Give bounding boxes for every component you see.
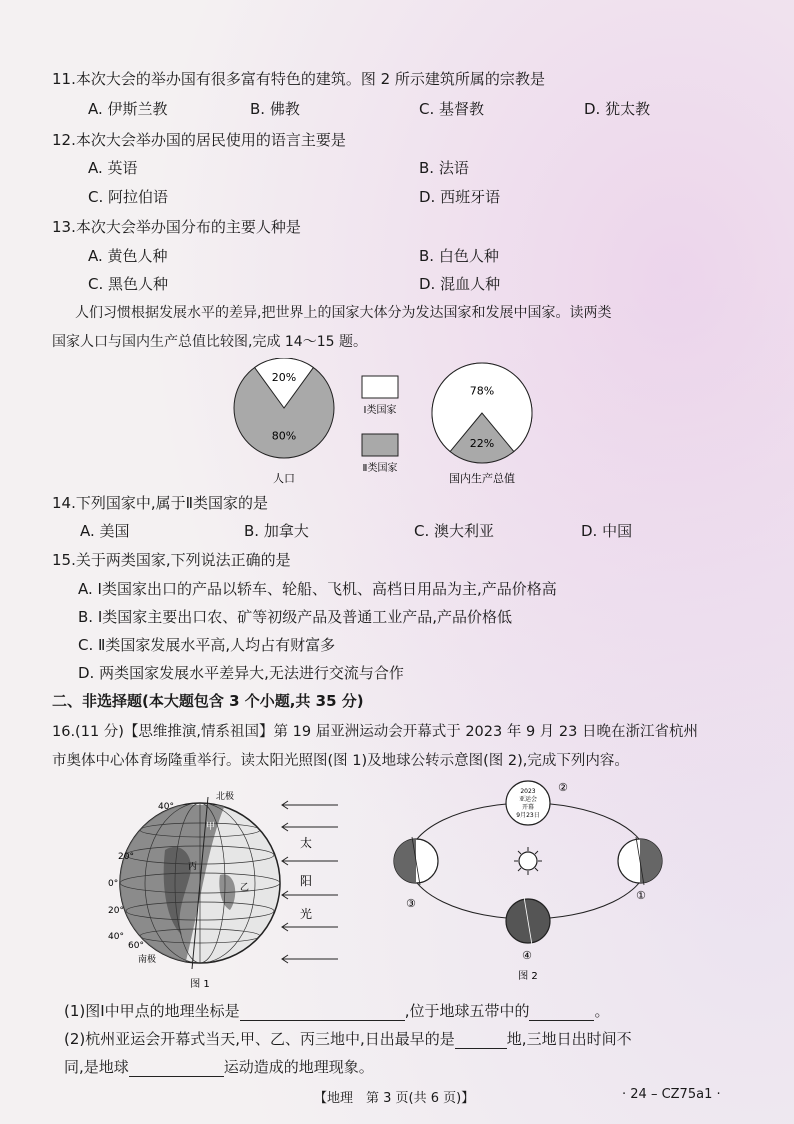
q16-sub2-text-b: 地,三地日出时间不: [506, 1030, 632, 1048]
section-2-heading: 二、非选择题(本大题包含 3 个小题,共 35 分): [52, 692, 364, 710]
calendar-line-2: 亚运会: [518, 796, 538, 803]
intro-line-1: 人们习惯根据发展水平的差异,把世界上的国家大体分为发达国家和发展中国家。读两类: [75, 305, 612, 321]
q15-stem: 15.关于两类国家,下列说法正确的是: [52, 551, 291, 569]
pie-population: [234, 358, 334, 458]
answer-blank-earliest[interactable]: [455, 1034, 507, 1049]
q16-sub1: [64, 1000, 609, 1021]
q11-option-b: B. 佛教: [250, 100, 300, 118]
legend-swatch-type2: [362, 434, 398, 456]
q15-option-b: B. Ⅰ类国家主要出口农、矿等初级产品及普通工业产品,产品价格低: [78, 608, 513, 626]
earth-position-1: [618, 837, 662, 885]
sunlight-char-2: 阳: [300, 874, 313, 888]
q14-option-c: C. 澳大利亚: [414, 522, 495, 540]
q13-stem: 13.本次大会举办国分布的主要人种是: [52, 218, 301, 236]
figure-2-caption: 图 2: [518, 971, 538, 982]
figure-1-sunlight-globe: [100, 785, 345, 995]
earth-position-4: [506, 897, 550, 945]
q12-stem: 12.本次大会举办国的居民使用的语言主要是: [52, 131, 346, 149]
sunlight-char-1: 太: [300, 836, 313, 850]
sunlight-char-3: 光: [300, 907, 313, 921]
figure-2-earth-revolution: [390, 775, 680, 985]
pie-label-type1: 78%: [469, 384, 495, 398]
q14-stem: 14.下列国家中,属于Ⅱ类国家的是: [52, 494, 269, 512]
q13-option-a: A. 黄色人种: [88, 247, 168, 265]
north-pole-label: 北极: [216, 792, 235, 802]
legend-swatch-type1: [362, 376, 398, 398]
q16-sub1-text-b: ,位于地球五带中的: [404, 1002, 530, 1020]
q11-option-a: A. 伊斯兰教: [88, 100, 168, 118]
pie-chart-figure: [220, 358, 570, 488]
q13-option-b: B. 白色人种: [419, 247, 499, 265]
answer-blank-zone[interactable]: [529, 1006, 594, 1021]
q14-option-a: A. 美国: [80, 522, 130, 540]
q16-sub2-text-a: (2)杭州亚运会开幕式当天,甲、乙、丙三地中,日出最早的是: [64, 1030, 455, 1048]
earth-position-2: [506, 781, 550, 825]
calendar-line-1: 2023: [520, 788, 536, 795]
q11-option-c: C. 基督教: [419, 100, 485, 118]
q13-option-d: D. 混血人种: [419, 275, 501, 293]
q12-option-c: C. 阿拉伯语: [88, 188, 169, 206]
q12-option-a: A. 英语: [88, 159, 138, 177]
pie-gdp: [432, 363, 532, 463]
lat-label-2: 20°: [118, 852, 134, 862]
position-label-2: ②: [558, 781, 568, 794]
lat-label-3: 0°: [108, 879, 119, 889]
page-footer-center: 【地理 第 3 页(共 6 页)】: [314, 1091, 475, 1106]
sun-icon: [514, 847, 542, 875]
q16-line-2: 市奥体中心体育场隆重举行。读太阳光照图(图 1)及地球公转示意图(图 2),完成下列内容。: [52, 753, 629, 769]
q16-sub2: [64, 1028, 632, 1049]
lat-label-5: 40°: [108, 932, 124, 942]
pie-label-type2: 80%: [271, 429, 297, 443]
figure-1-caption: 图 1: [190, 979, 210, 990]
q14-option-b: B. 加拿大: [244, 522, 309, 540]
legend-label-type1: Ⅰ类国家: [363, 405, 397, 416]
position-label-4: ④: [522, 949, 532, 962]
lat-label-6: 60°: [128, 941, 144, 951]
q15-option-a: A. Ⅰ类国家出口的产品以轿车、轮船、飞机、高档日用品为主,产品价格高: [78, 580, 557, 598]
q16-sub2-cont: [64, 1056, 374, 1077]
answer-blank-coordinates[interactable]: [240, 1006, 405, 1021]
q16-sub2-text-c: 同,是地球: [64, 1058, 129, 1076]
q16-line-1: 16.(11 分)【思维推演,情系祖国】第 19 届亚洲运动会开幕式于 2023 年 9 月 23 日晚在浙江省杭州: [52, 724, 698, 740]
q12-option-d: D. 西班牙语: [419, 188, 501, 206]
q16-sub1-text-a: (1)图Ⅰ中甲点的地理坐标是: [64, 1002, 240, 1020]
lat-label-4: 20°: [108, 906, 124, 916]
place-label-bing: 丙: [188, 862, 198, 872]
legend: [362, 376, 398, 474]
earth-position-3: [394, 837, 438, 885]
q11-stem: 11.本次大会的举办国有很多富有特色的建筑。图 2 所示建筑所属的宗教是: [52, 70, 545, 88]
south-pole-label: 南极: [138, 955, 157, 965]
pie-population-label: 人口: [273, 472, 295, 485]
q15-option-d: D. 两类国家发展水平差异大,无法进行交流与合作: [78, 664, 404, 682]
page-footer-code: · 24 – CZ75a1 ·: [622, 1087, 721, 1102]
pie-gdp-label: 国内生产总值: [449, 472, 515, 485]
calendar-line-4: 9月23日: [516, 812, 540, 819]
pie-label-type2: 22%: [469, 437, 495, 450]
place-label-yi: 乙: [240, 883, 250, 893]
q14-option-d: D. 中国: [581, 522, 633, 540]
q12-option-b: B. 法语: [419, 159, 469, 177]
q16-sub1-text-c: 。: [594, 1002, 610, 1020]
position-label-1: ①: [636, 889, 646, 902]
q16-sub2-text-d: 运动造成的地理现象。: [223, 1058, 374, 1076]
q11-option-d: D. 犹太教: [584, 100, 651, 118]
legend-label-type2: Ⅱ类国家: [362, 463, 398, 474]
pie-label-type1: 20%: [271, 371, 297, 384]
q13-option-c: C. 黑色人种: [88, 275, 169, 293]
answer-blank-motion[interactable]: [129, 1062, 224, 1077]
lat-label-1: 40°: [158, 802, 174, 812]
calendar-line-3: 开幕: [521, 804, 535, 811]
q15-option-c: C. Ⅱ类国家发展水平高,人均占有财富多: [78, 636, 336, 654]
position-label-3: ③: [406, 897, 416, 910]
place-label-jia: 甲: [206, 822, 216, 832]
intro-line-2: 国家人口与国内生产总值比较图,完成 14～15 题。: [52, 334, 367, 350]
